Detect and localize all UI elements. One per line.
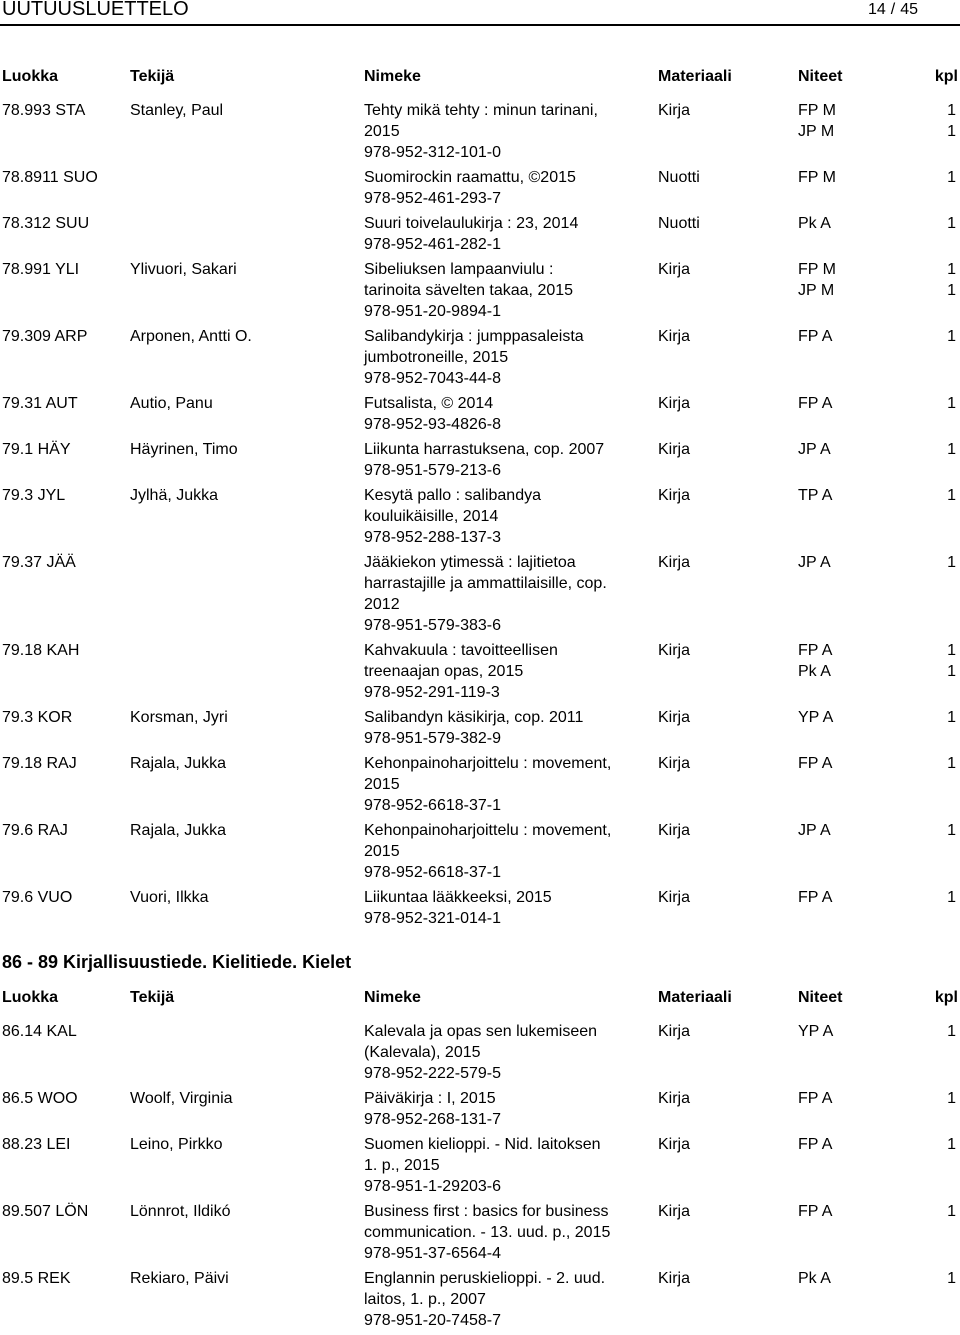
title-line: Salibandyn käsikirja, cop. 2011 <box>364 709 584 726</box>
material-type: Nuotti <box>658 169 700 186</box>
title-line: 978-952-93-4826-8 <box>364 416 501 433</box>
copy-count: 1 <box>947 487 956 504</box>
col-header-kpl: kpl <box>934 989 958 1006</box>
title-line: Suomirockin raamattu, ©2015 <box>364 169 576 186</box>
copies-cell <box>798 326 832 347</box>
copies-location: FP A <box>798 328 833 345</box>
copies-location: FP A <box>798 755 833 772</box>
count-cell <box>932 640 956 682</box>
copies-cell <box>798 820 831 841</box>
count-cell <box>932 167 956 188</box>
copies-cell <box>798 439 831 460</box>
material-type: Kirja <box>658 441 691 458</box>
catalog-row <box>0 1021 960 1088</box>
count-cell <box>932 1021 956 1042</box>
call-number: 79.3 JYL <box>2 487 66 504</box>
material-type: Kirja <box>658 1023 691 1040</box>
count-cell <box>932 552 956 573</box>
title-cell <box>364 640 654 703</box>
copies-location: YP A <box>798 709 834 726</box>
title-cell <box>364 439 654 481</box>
count-cell <box>932 707 956 728</box>
catalog-row <box>0 887 960 933</box>
page-total: 45 <box>900 1 918 18</box>
header-rule <box>0 24 960 26</box>
copy-count: 1 <box>947 1090 956 1107</box>
copies-location: JP A <box>798 441 831 458</box>
author: Häyrinen, Timo <box>130 441 238 458</box>
copy-count: 1 <box>947 822 956 839</box>
copy-count: 1 <box>947 889 956 906</box>
title-cell <box>364 1088 654 1130</box>
title-line: 978-952-268-131-7 <box>364 1111 501 1128</box>
copy-count: 1 <box>947 755 956 772</box>
count-cell <box>932 259 956 301</box>
count-cell <box>932 1268 956 1289</box>
section-title: 86 - 89 Kirjallisuustiede. Kielitiede. Kielet <box>2 952 352 972</box>
copies-location: FP M <box>798 261 836 278</box>
title-line: 978-952-461-282-1 <box>364 236 501 253</box>
author: Rekiaro, Päivi <box>130 1270 229 1287</box>
catalog-row <box>0 1134 960 1201</box>
title-line: Business first : basics for business <box>364 1203 609 1220</box>
copies-location: YP A <box>798 1023 834 1040</box>
title-line: Kesytä pallo : salibandya <box>364 487 541 504</box>
title-line: Kahvakuula : tavoitteellisen <box>364 642 558 659</box>
title-cell <box>364 1268 654 1331</box>
title-cell <box>364 707 654 749</box>
material-type: Kirja <box>658 102 691 119</box>
author: Lönnrot, Ildikó <box>130 1203 231 1220</box>
catalog-row <box>0 213 960 259</box>
title-line: 978-952-291-119-3 <box>364 684 500 701</box>
material-type: Kirja <box>658 1270 691 1287</box>
catalog-row <box>0 485 960 552</box>
catalog-row <box>0 1201 960 1268</box>
col-header-luokka: Luokka <box>2 68 59 85</box>
material-type: Kirja <box>658 487 691 504</box>
copies-cell <box>798 1134 832 1155</box>
catalog-row <box>0 707 960 753</box>
author: Rajala, Jukka <box>130 822 227 839</box>
call-number: 79.37 JÄÄ <box>2 554 76 571</box>
copy-count: 1 <box>947 261 956 278</box>
title-line: 978-951-20-9894-1 <box>364 303 501 320</box>
title-line: tarinoita sävelten takaa, 2015 <box>364 282 574 299</box>
material-type: Kirja <box>658 1203 691 1220</box>
call-number: 79.3 KOR <box>2 709 73 726</box>
title-cell <box>364 259 654 322</box>
author: Korsman, Jyri <box>130 709 228 726</box>
count-cell <box>932 213 956 234</box>
title-line: 2015 <box>364 776 400 793</box>
copies-location: FP A <box>798 889 833 906</box>
title-line: 978-952-288-137-3 <box>364 529 501 546</box>
title-line: 978-951-20-7458-7 <box>364 1312 501 1329</box>
title-line: Englannin peruskielioppi. - 2. uud. <box>364 1270 606 1287</box>
title-line: 1. p., 2015 <box>364 1157 440 1174</box>
call-number: 78.312 SUU <box>2 215 90 232</box>
col-header-kpl: kpl <box>934 68 958 85</box>
title-cell <box>364 552 654 636</box>
copy-count: 1 <box>947 1136 956 1153</box>
title-line: 978-951-579-383-6 <box>364 617 501 634</box>
copies-location: JP A <box>798 554 831 571</box>
author: Autio, Panu <box>130 395 213 412</box>
title-cell <box>364 485 654 548</box>
copy-count: 1 <box>947 102 956 119</box>
copy-count: 1 <box>947 1270 956 1287</box>
title-line: harrastajille ja ammattilaisille, cop. <box>364 575 607 592</box>
title-cell <box>364 1021 654 1084</box>
call-number: 79.31 AUT <box>2 395 78 412</box>
catalog-row <box>0 552 960 640</box>
author: Arponen, Antti O. <box>130 328 252 345</box>
copies-location: FP M <box>798 169 836 186</box>
copies-cell <box>798 213 831 234</box>
call-number: 78.993 STA <box>2 102 86 119</box>
page-header <box>0 0 960 24</box>
count-cell <box>932 439 956 460</box>
section-2-list <box>0 1021 960 1335</box>
copy-count: 1 <box>947 1203 956 1220</box>
author: Rajala, Jukka <box>130 755 227 772</box>
title-line: 978-951-37-6564-4 <box>364 1245 501 1262</box>
title-line: Liikuntaa lääkkeeksi, 2015 <box>364 889 552 906</box>
copies-cell <box>798 485 832 506</box>
title-line: 978-952-6618-37-1 <box>364 864 501 881</box>
document-title: UUTUUSLUETTELO <box>2 0 189 20</box>
count-cell <box>932 1201 956 1222</box>
count-cell <box>932 1088 956 1109</box>
title-line: Kehonpainoharjoittelu : movement, <box>364 755 612 772</box>
material-type: Kirja <box>658 822 691 839</box>
count-cell <box>932 100 956 142</box>
catalog-row <box>0 326 960 393</box>
title-cell <box>364 887 654 929</box>
title-line: treenaajan opas, 2015 <box>364 663 524 680</box>
call-number: 79.309 ARP <box>2 328 88 345</box>
col-header-materiaali: Materiaali <box>658 68 732 85</box>
copy-count: 1 <box>947 642 956 659</box>
title-line: 978-952-222-579-5 <box>364 1065 501 1082</box>
material-type: Kirja <box>658 642 691 659</box>
catalog-row <box>0 1268 960 1335</box>
catalog-row <box>0 439 960 485</box>
author: Vuori, Ilkka <box>130 889 209 906</box>
title-line: Futsalista, © 2014 <box>364 395 494 412</box>
copies-cell <box>798 259 836 301</box>
title-cell <box>364 753 654 816</box>
section-1-list <box>0 100 960 933</box>
count-cell <box>932 820 956 841</box>
call-number: 78.8911 SUO <box>2 169 98 186</box>
col-header-luokka: Luokka <box>2 989 59 1006</box>
copies-location: FP A <box>798 1203 833 1220</box>
title-line: 2012 <box>364 596 400 613</box>
title-line: jumbotroneille, 2015 <box>364 349 509 366</box>
page-current: 14 <box>867 1 886 18</box>
copies-cell <box>798 100 836 142</box>
call-number: 89.5 REK <box>2 1270 71 1287</box>
col-header-niteet: Niteet <box>798 989 843 1006</box>
title-line: 978-951-579-382-9 <box>364 730 501 747</box>
call-number: 79.6 RAJ <box>2 822 68 839</box>
title-line: Salibandykirja : jumppasaleista <box>364 328 584 345</box>
author: Woolf, Virginia <box>130 1090 233 1107</box>
title-line: 2015 <box>364 843 400 860</box>
title-line: 978-951-1-29203-6 <box>364 1178 501 1195</box>
copies-cell <box>798 1021 833 1042</box>
copy-count: 1 <box>947 215 956 232</box>
material-type: Kirja <box>658 1136 691 1153</box>
title-line: 2015 <box>364 123 400 140</box>
title-line: 978-952-321-014-1 <box>364 910 501 927</box>
title-line: Kalevala ja opas sen lukemiseen <box>364 1023 598 1040</box>
catalog-row <box>0 753 960 820</box>
copies-location: Pk A <box>798 1270 831 1287</box>
copies-location: FP M <box>798 102 836 119</box>
title-line: (Kalevala), 2015 <box>364 1044 481 1061</box>
copy-count: 1 <box>947 441 956 458</box>
col-header-niteet: Niteet <box>798 68 843 85</box>
copies-location: Pk A <box>798 215 831 232</box>
count-cell <box>932 393 956 414</box>
catalog-row <box>0 167 960 213</box>
title-line: Jääkiekon ytimessä : lajitietoa <box>364 554 576 571</box>
count-cell <box>932 1134 956 1155</box>
title-line: Suuri toivelaulukirja : 23, 2014 <box>364 215 579 232</box>
copies-cell <box>798 1268 831 1289</box>
count-cell <box>932 753 956 774</box>
copy-count: 1 <box>947 169 956 186</box>
copies-cell <box>798 707 833 728</box>
copy-count: 1 <box>947 395 956 412</box>
author: Ylivuori, Sakari <box>130 261 237 278</box>
title-cell <box>364 820 654 883</box>
call-number: 79.6 VUO <box>2 889 73 906</box>
title-line: Päiväkirja : I, 2015 <box>364 1090 496 1107</box>
copy-count: 1 <box>947 663 956 680</box>
call-number: 88.23 LEI <box>2 1136 71 1153</box>
title-line: Sibeliuksen lampaanviulu : <box>364 261 554 278</box>
copy-count: 1 <box>947 282 956 299</box>
title-line: communication. - 13. uud. p., 2015 <box>364 1224 611 1241</box>
title-cell <box>364 1201 654 1264</box>
catalog-row <box>0 640 960 707</box>
copies-cell <box>798 887 832 908</box>
copies-cell <box>798 552 831 573</box>
title-cell <box>364 213 654 255</box>
material-type: Kirja <box>658 261 691 278</box>
count-cell <box>932 887 956 908</box>
catalog-row <box>0 393 960 439</box>
copies-cell <box>798 1201 832 1222</box>
copies-cell <box>798 1088 832 1109</box>
material-type: Kirja <box>658 889 691 906</box>
call-number: 79.1 HÄY <box>2 441 71 458</box>
title-cell <box>364 326 654 389</box>
copies-location: FP A <box>798 1090 833 1107</box>
title-cell <box>364 1134 654 1197</box>
material-type: Kirja <box>658 1090 691 1107</box>
count-cell <box>932 485 956 506</box>
title-line: Kehonpainoharjoittelu : movement, <box>364 822 612 839</box>
title-line: Tehty mikä tehty : minun tarinani, <box>364 102 598 119</box>
copy-count: 1 <box>947 1023 956 1040</box>
copy-count: 1 <box>947 709 956 726</box>
material-type: Kirja <box>658 395 691 412</box>
call-number: 89.507 LÖN <box>2 1203 89 1220</box>
catalog-row <box>0 259 960 326</box>
author: Jylhä, Jukka <box>130 487 219 504</box>
material-type: Kirja <box>658 328 691 345</box>
copies-location: TP A <box>798 487 833 504</box>
title-line: 978-952-6618-37-1 <box>364 797 501 814</box>
copies-location: JP A <box>798 822 831 839</box>
col-header-nimeke: Nimeke <box>364 989 421 1006</box>
copies-location: JP M <box>798 123 835 140</box>
page-number <box>868 1 918 19</box>
title-line: 978-952-312-101-0 <box>364 144 501 161</box>
col-header-nimeke: Nimeke <box>364 68 421 85</box>
column-header-row-2 <box>0 989 960 1011</box>
copies-cell <box>798 753 832 774</box>
copies-cell <box>798 167 836 188</box>
page-separator: / <box>890 1 896 18</box>
catalog-row <box>0 1088 960 1134</box>
copies-location: JP M <box>798 282 835 299</box>
material-type: Kirja <box>658 755 691 772</box>
copy-count: 1 <box>947 328 956 345</box>
call-number: 86.5 WOO <box>2 1090 78 1107</box>
catalog-row <box>0 100 960 167</box>
count-cell <box>932 326 956 347</box>
title-line: laitos, 1. p., 2007 <box>364 1291 486 1308</box>
copy-count: 1 <box>947 123 956 140</box>
copy-count: 1 <box>947 554 956 571</box>
col-header-tekija: Tekijä <box>130 989 175 1006</box>
material-type: Kirja <box>658 554 691 571</box>
call-number: 79.18 KAH <box>2 642 80 659</box>
title-line: Liikunta harrastuksena, cop. 2007 <box>364 441 605 458</box>
column-header-row <box>0 68 960 90</box>
author: Leino, Pirkko <box>130 1136 223 1153</box>
copies-location: FP A <box>798 395 833 412</box>
call-number: 78.991 YLI <box>2 261 80 278</box>
title-line: kouluikäisille, 2014 <box>364 508 499 525</box>
copies-cell <box>798 640 832 682</box>
title-line: 978-952-461-293-7 <box>364 190 501 207</box>
copies-cell <box>798 393 832 414</box>
title-cell <box>364 100 654 163</box>
copies-location: FP A <box>798 1136 833 1153</box>
material-type: Kirja <box>658 709 691 726</box>
title-line: 978-951-579-213-6 <box>364 462 501 479</box>
title-cell <box>364 393 654 435</box>
author: Stanley, Paul <box>130 102 224 119</box>
title-line: 978-952-7043-44-8 <box>364 370 501 387</box>
title-line: Suomen kielioppi. - Nid. laitoksen <box>364 1136 601 1153</box>
catalog-row <box>0 820 960 887</box>
copies-location: FP A <box>798 642 833 659</box>
col-header-tekija: Tekijä <box>130 68 175 85</box>
call-number: 86.14 KAL <box>2 1023 77 1040</box>
call-number: 79.18 RAJ <box>2 755 77 772</box>
material-type: Nuotti <box>658 215 700 232</box>
title-cell <box>364 167 654 209</box>
copies-location: Pk A <box>798 663 831 680</box>
col-header-materiaali: Materiaali <box>658 989 732 1006</box>
